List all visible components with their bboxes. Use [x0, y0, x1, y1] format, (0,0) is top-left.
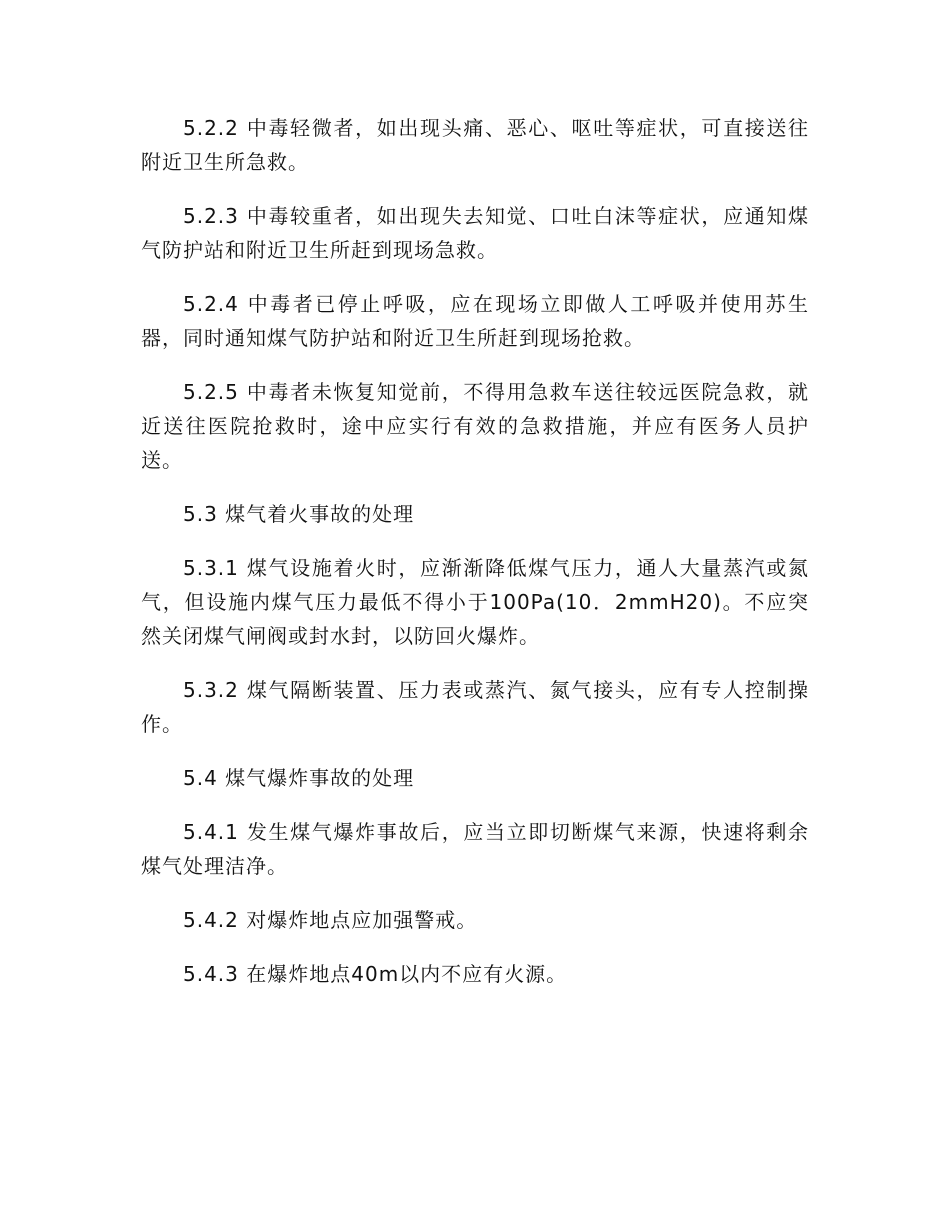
paragraph-5-2-4: 5.2.4 中毒者已停止呼吸，应在现场立即做人工呼吸并使用苏生器，同时通知煤气防护站和附近卫生所赶到现场抢救。 [141, 292, 809, 350]
document-body [141, 111, 809, 1011]
paragraph-5-4-3: 5.4.3 在爆炸地点40m以内不应有火源。 [183, 962, 568, 986]
paragraph-5-3-2: 5.3.2 煤气隔断装置、压力表或蒸汽、氮气接头，应有专人控制操作。 [141, 678, 809, 736]
section-heading-5-4: 5.4 煤气爆炸事故的处理 [183, 766, 415, 790]
paragraph-5-2-3: 5.2.3 中毒较重者，如出现失去知觉、口吐白沫等症状，应通知煤气防护站和附近卫生所赶到现场急救。 [141, 204, 809, 262]
section-heading-5-3: 5.3 煤气着火事故的处理 [183, 502, 415, 526]
paragraph-5-2-5: 5.2.5 中毒者未恢复知觉前，不得用急救车送往较远医院急救，就近送往医院抢救时，途中应实行有效的急救措施，并应有医务人员护送。 [141, 380, 809, 472]
paragraph-5-4-1: 5.4.1 发生煤气爆炸事故后，应当立即切断煤气来源，快速将剩余煤气处理洁净。 [141, 820, 809, 878]
paragraph-5-3-1: 5.3.1 煤气设施着火时，应渐渐降低煤气压力，通人大量蒸汽或氮气，但设施内煤气压力最低不得小于100Pa(10．2mmH20)。不应突然关闭煤气闸阀或封水封，以防回火爆炸。 [141, 556, 809, 648]
paragraph-5-2-2: 5.2.2 中毒轻微者，如出现头痛、恶心、呕吐等症状，可直接送往附近卫生所急救。 [141, 116, 809, 174]
paragraph-5-4-2: 5.4.2 对爆炸地点应加强警戒。 [183, 908, 478, 932]
